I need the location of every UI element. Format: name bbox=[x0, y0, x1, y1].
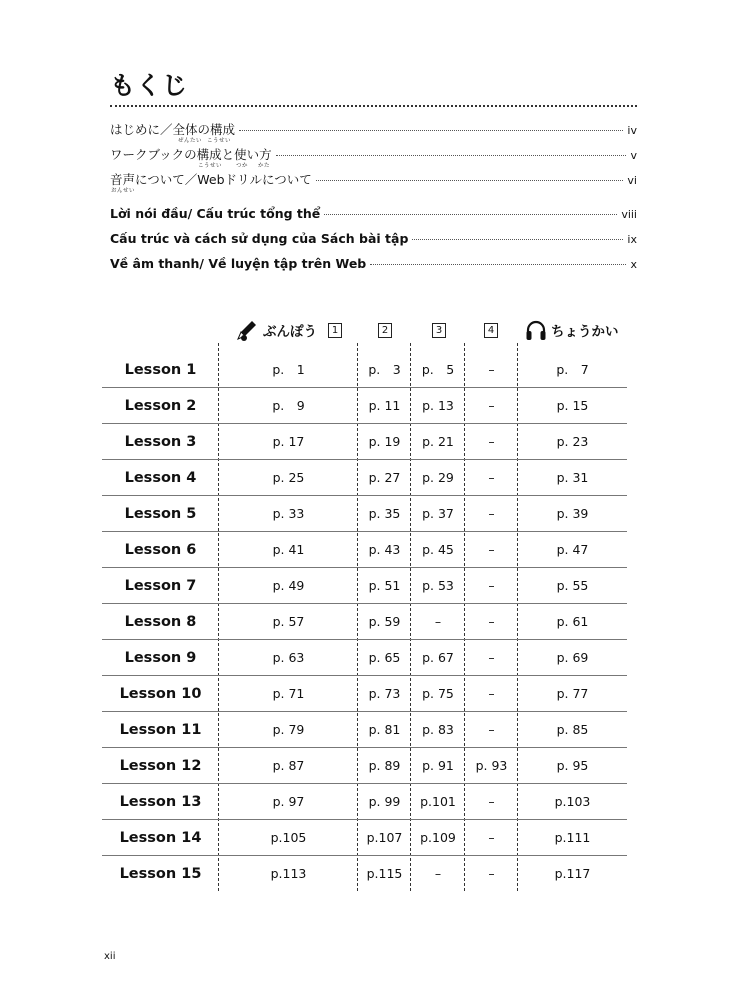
col-header-4 bbox=[484, 317, 498, 343]
leader-dots bbox=[370, 264, 626, 265]
toc-item-label: Về âm thanh/ Về luyện tập trên Web bbox=[110, 256, 367, 271]
table-row bbox=[102, 604, 627, 640]
choukai-page: p. 95 bbox=[556, 758, 589, 773]
lesson-label: Lesson 4 bbox=[124, 470, 197, 486]
col-number: 3 bbox=[432, 323, 446, 338]
section-4-page: – bbox=[488, 686, 495, 701]
bunpou-header bbox=[235, 317, 317, 343]
bunpou-page: p. 79 bbox=[272, 722, 305, 737]
section-4-page: – bbox=[488, 830, 495, 845]
lesson-label: Lesson 5 bbox=[124, 506, 197, 522]
toc-item-page: iv bbox=[627, 124, 637, 137]
bunpou-page: p. 57 bbox=[272, 614, 305, 629]
table-row bbox=[102, 640, 627, 676]
col-number: 4 bbox=[484, 323, 498, 338]
bunpou-page: p. 71 bbox=[272, 686, 305, 701]
leader-dots bbox=[324, 214, 617, 215]
section-3-page: p. 13 bbox=[422, 398, 454, 413]
col-header-3 bbox=[432, 317, 446, 343]
section-2-page: p. 27 bbox=[368, 470, 401, 485]
section-4-page: – bbox=[488, 578, 495, 593]
page-title: もくじ bbox=[110, 71, 189, 100]
section-4-page: – bbox=[488, 398, 495, 413]
section-3-page: p. 75 bbox=[422, 686, 454, 701]
section-4-page: – bbox=[488, 650, 495, 665]
section-3-page: p.109 bbox=[420, 830, 456, 845]
headphones-icon bbox=[524, 318, 548, 342]
leader-dots bbox=[239, 130, 623, 131]
lesson-label: Lesson 14 bbox=[119, 830, 202, 846]
title-divider bbox=[110, 105, 637, 107]
table-row bbox=[102, 460, 627, 496]
table-row bbox=[102, 568, 627, 604]
table-row bbox=[102, 748, 627, 784]
section-2-page: p. 11 bbox=[368, 398, 401, 413]
lesson-label: Lesson 10 bbox=[119, 686, 202, 702]
section-4-page: – bbox=[488, 614, 495, 629]
choukai-page: p.111 bbox=[554, 830, 591, 845]
section-2-page: p.115 bbox=[366, 866, 403, 881]
section-2-page: p.107 bbox=[366, 830, 403, 845]
table-row bbox=[102, 352, 627, 388]
toc-item[interactable] bbox=[110, 231, 637, 246]
toc-item-page: vi bbox=[627, 174, 637, 187]
section-4-page: – bbox=[488, 542, 495, 557]
choukai-page: p. 77 bbox=[556, 686, 589, 701]
section-2-page: p. 89 bbox=[368, 758, 401, 773]
section-3-page: p. 53 bbox=[422, 578, 454, 593]
bunpou-page: p. 63 bbox=[272, 650, 305, 665]
bunpou-page: p. 49 bbox=[272, 578, 305, 593]
table-row bbox=[102, 532, 627, 568]
toc-item-label: はじめに／全体の構成 bbox=[110, 122, 236, 137]
table-row bbox=[102, 676, 627, 712]
section-3-page: – bbox=[434, 866, 442, 881]
toc-item[interactable] bbox=[110, 206, 637, 221]
bunpou-page: p. 87 bbox=[272, 758, 305, 773]
choukai-label: ちょうかい bbox=[551, 324, 619, 340]
bunpou-label: ぶんぽう bbox=[263, 324, 317, 340]
choukai-page: p.103 bbox=[554, 794, 591, 809]
lesson-label: Lesson 15 bbox=[119, 866, 202, 882]
leader-dots bbox=[316, 180, 624, 181]
section-2-page: p. 81 bbox=[368, 722, 401, 737]
furigana: おんせい bbox=[111, 188, 136, 194]
page-number: xii bbox=[104, 951, 116, 962]
table-row bbox=[102, 820, 627, 856]
choukai-page: p. 23 bbox=[556, 434, 589, 449]
toc-item-label: 音声について／Webドリルについて bbox=[110, 172, 312, 187]
section-2-page: p. 19 bbox=[368, 434, 401, 449]
bunpou-page: p. 17 bbox=[272, 434, 305, 449]
lesson-label: Lesson 9 bbox=[124, 650, 197, 666]
lesson-label: Lesson 11 bbox=[119, 722, 202, 738]
toc-item-label: Cấu trúc và cách sử dụng của Sách bài tập bbox=[110, 231, 409, 246]
furigana: つか bbox=[236, 163, 249, 169]
lesson-label: Lesson 6 bbox=[124, 542, 197, 558]
section-3-page: – bbox=[434, 614, 442, 629]
toc-item[interactable] bbox=[110, 256, 637, 271]
section-4-page: p. 93 bbox=[475, 758, 508, 773]
choukai-page: p. 55 bbox=[556, 578, 589, 593]
table-row bbox=[102, 784, 627, 820]
table-row bbox=[102, 496, 627, 532]
choukai-page: p. 85 bbox=[556, 722, 589, 737]
section-3-page: p. 91 bbox=[422, 758, 454, 773]
bunpou-page: p. 41 bbox=[272, 542, 305, 557]
toc-item[interactable] bbox=[110, 145, 637, 163]
toc-item-label: Lời nói đầu/ Cấu trúc tổng thể bbox=[110, 206, 321, 221]
toc-item[interactable] bbox=[110, 170, 637, 188]
lesson-label: Lesson 12 bbox=[119, 758, 202, 774]
section-3-page: p. 67 bbox=[422, 650, 454, 665]
furigana: こうせい bbox=[198, 163, 223, 169]
table-row bbox=[102, 856, 627, 892]
lesson-label: Lesson 8 bbox=[124, 614, 197, 630]
col-header-2 bbox=[378, 317, 392, 343]
bunpou-page: p.105 bbox=[270, 830, 307, 845]
section-2-page: p. 51 bbox=[368, 578, 401, 593]
section-2-page: p. 65 bbox=[368, 650, 401, 665]
toc-item-page: x bbox=[630, 258, 637, 271]
section-3-page: p. 5 bbox=[421, 362, 455, 377]
choukai-page: p. 61 bbox=[556, 614, 589, 629]
section-4-page: – bbox=[488, 794, 495, 809]
section-2-page: p. 59 bbox=[368, 614, 401, 629]
section-3-page: p. 29 bbox=[422, 470, 454, 485]
table-row bbox=[102, 424, 627, 460]
col-number: 1 bbox=[328, 323, 342, 338]
section-2-page: p. 43 bbox=[368, 542, 401, 557]
pencil-icon bbox=[235, 318, 259, 342]
section-4-page: – bbox=[488, 506, 495, 521]
lesson-label: Lesson 1 bbox=[124, 362, 197, 378]
section-3-page: p. 83 bbox=[422, 722, 454, 737]
table-row bbox=[102, 712, 627, 748]
furigana: かた bbox=[258, 163, 271, 169]
section-3-page: p. 45 bbox=[422, 542, 454, 557]
furigana: こうせい bbox=[207, 138, 232, 144]
leader-dots bbox=[276, 155, 627, 156]
bunpou-page: p. 1 bbox=[272, 362, 305, 377]
choukai-header bbox=[524, 317, 619, 343]
section-2-page: p. 99 bbox=[368, 794, 401, 809]
choukai-page: p. 7 bbox=[556, 362, 589, 377]
bunpou-page: p. 97 bbox=[272, 794, 305, 809]
section-2-page: p. 3 bbox=[368, 362, 401, 377]
section-4-page: – bbox=[488, 434, 495, 449]
section-2-page: p. 73 bbox=[368, 686, 401, 701]
toc-item-label: ワークブックの構成と使い方 bbox=[110, 147, 272, 162]
table-row bbox=[102, 388, 627, 424]
lesson-label: Lesson 2 bbox=[124, 398, 197, 414]
toc-item-page: v bbox=[630, 149, 637, 162]
section-3-page: p. 21 bbox=[422, 434, 454, 449]
furigana: ぜんたい bbox=[178, 138, 203, 144]
section-2-page: p. 35 bbox=[368, 506, 401, 521]
toc-item-page: ix bbox=[627, 233, 637, 246]
bunpou-page: p.113 bbox=[270, 866, 307, 881]
lesson-label: Lesson 13 bbox=[119, 794, 202, 810]
section-4-page: – bbox=[488, 866, 495, 881]
choukai-page: p. 31 bbox=[556, 470, 589, 485]
section-3-page: p. 37 bbox=[422, 506, 454, 521]
section-4-page: – bbox=[488, 722, 495, 737]
section-4-page: – bbox=[488, 470, 495, 485]
section-3-page: p.101 bbox=[420, 794, 456, 809]
choukai-page: p. 47 bbox=[556, 542, 589, 557]
leader-dots bbox=[412, 239, 623, 240]
bunpou-page: p. 33 bbox=[272, 506, 305, 521]
bunpou-page: p. 25 bbox=[272, 470, 305, 485]
bunpou-page: p. 9 bbox=[272, 398, 305, 413]
lesson-label: Lesson 3 bbox=[124, 434, 197, 450]
col-header-1 bbox=[328, 317, 342, 343]
choukai-page: p. 15 bbox=[556, 398, 589, 413]
lesson-label: Lesson 7 bbox=[124, 578, 197, 594]
toc-item-page: viii bbox=[621, 208, 637, 221]
choukai-page: p. 39 bbox=[556, 506, 589, 521]
choukai-page: p. 69 bbox=[556, 650, 589, 665]
col-number: 2 bbox=[378, 323, 392, 338]
choukai-page: p.117 bbox=[554, 866, 591, 881]
section-4-page: – bbox=[488, 362, 495, 377]
